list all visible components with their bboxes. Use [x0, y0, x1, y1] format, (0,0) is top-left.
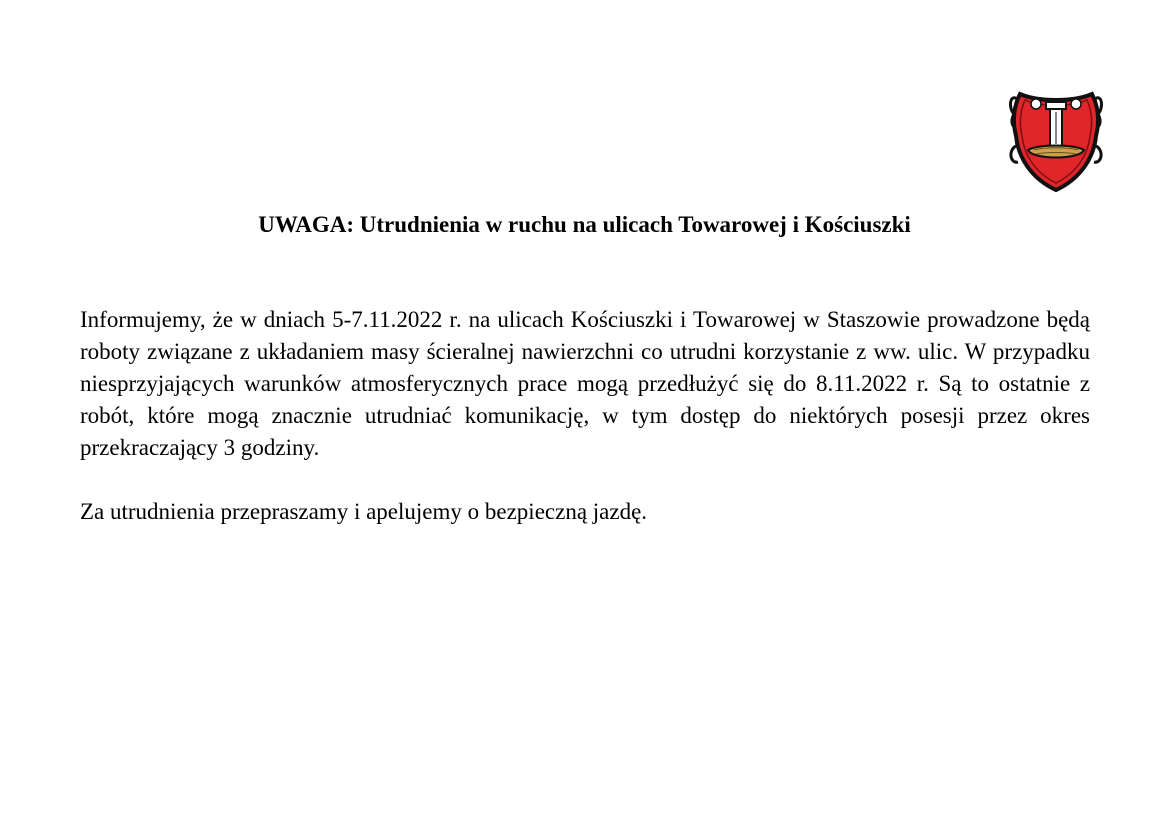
- document-title: UWAGA: Utrudnienia w ruchu na ulicach Towarowej i Kościuszki: [258, 212, 911, 237]
- document-body: [80, 304, 1090, 528]
- coat-of-arms-icon: [1008, 86, 1104, 194]
- paragraph-spacer: [80, 464, 1090, 496]
- apology-paragraph: Za utrudnienia przepraszamy i apelujemy o bezpieczną jazdę.: [80, 499, 648, 524]
- notice-paragraph: Informujemy, że w dniach 5-7.11.2022 r. na ulicach Kościuszki i Towarowej w Staszowie prowadzone będą roboty związane z układaniem masy ścieralnej nawierzchni co utrudni korzystanie z ww. ulic. W przypadku niesprzyjających warunków atmosferycznych prace mogą przedłużyć się do 8.11.2022 r. Są to ostatnie z robót, które mogą znacznie utrudniać komunikację, w tym dostęp do niektórych posesji przez okres przekraczający 3 godziny.: [80, 307, 1090, 460]
